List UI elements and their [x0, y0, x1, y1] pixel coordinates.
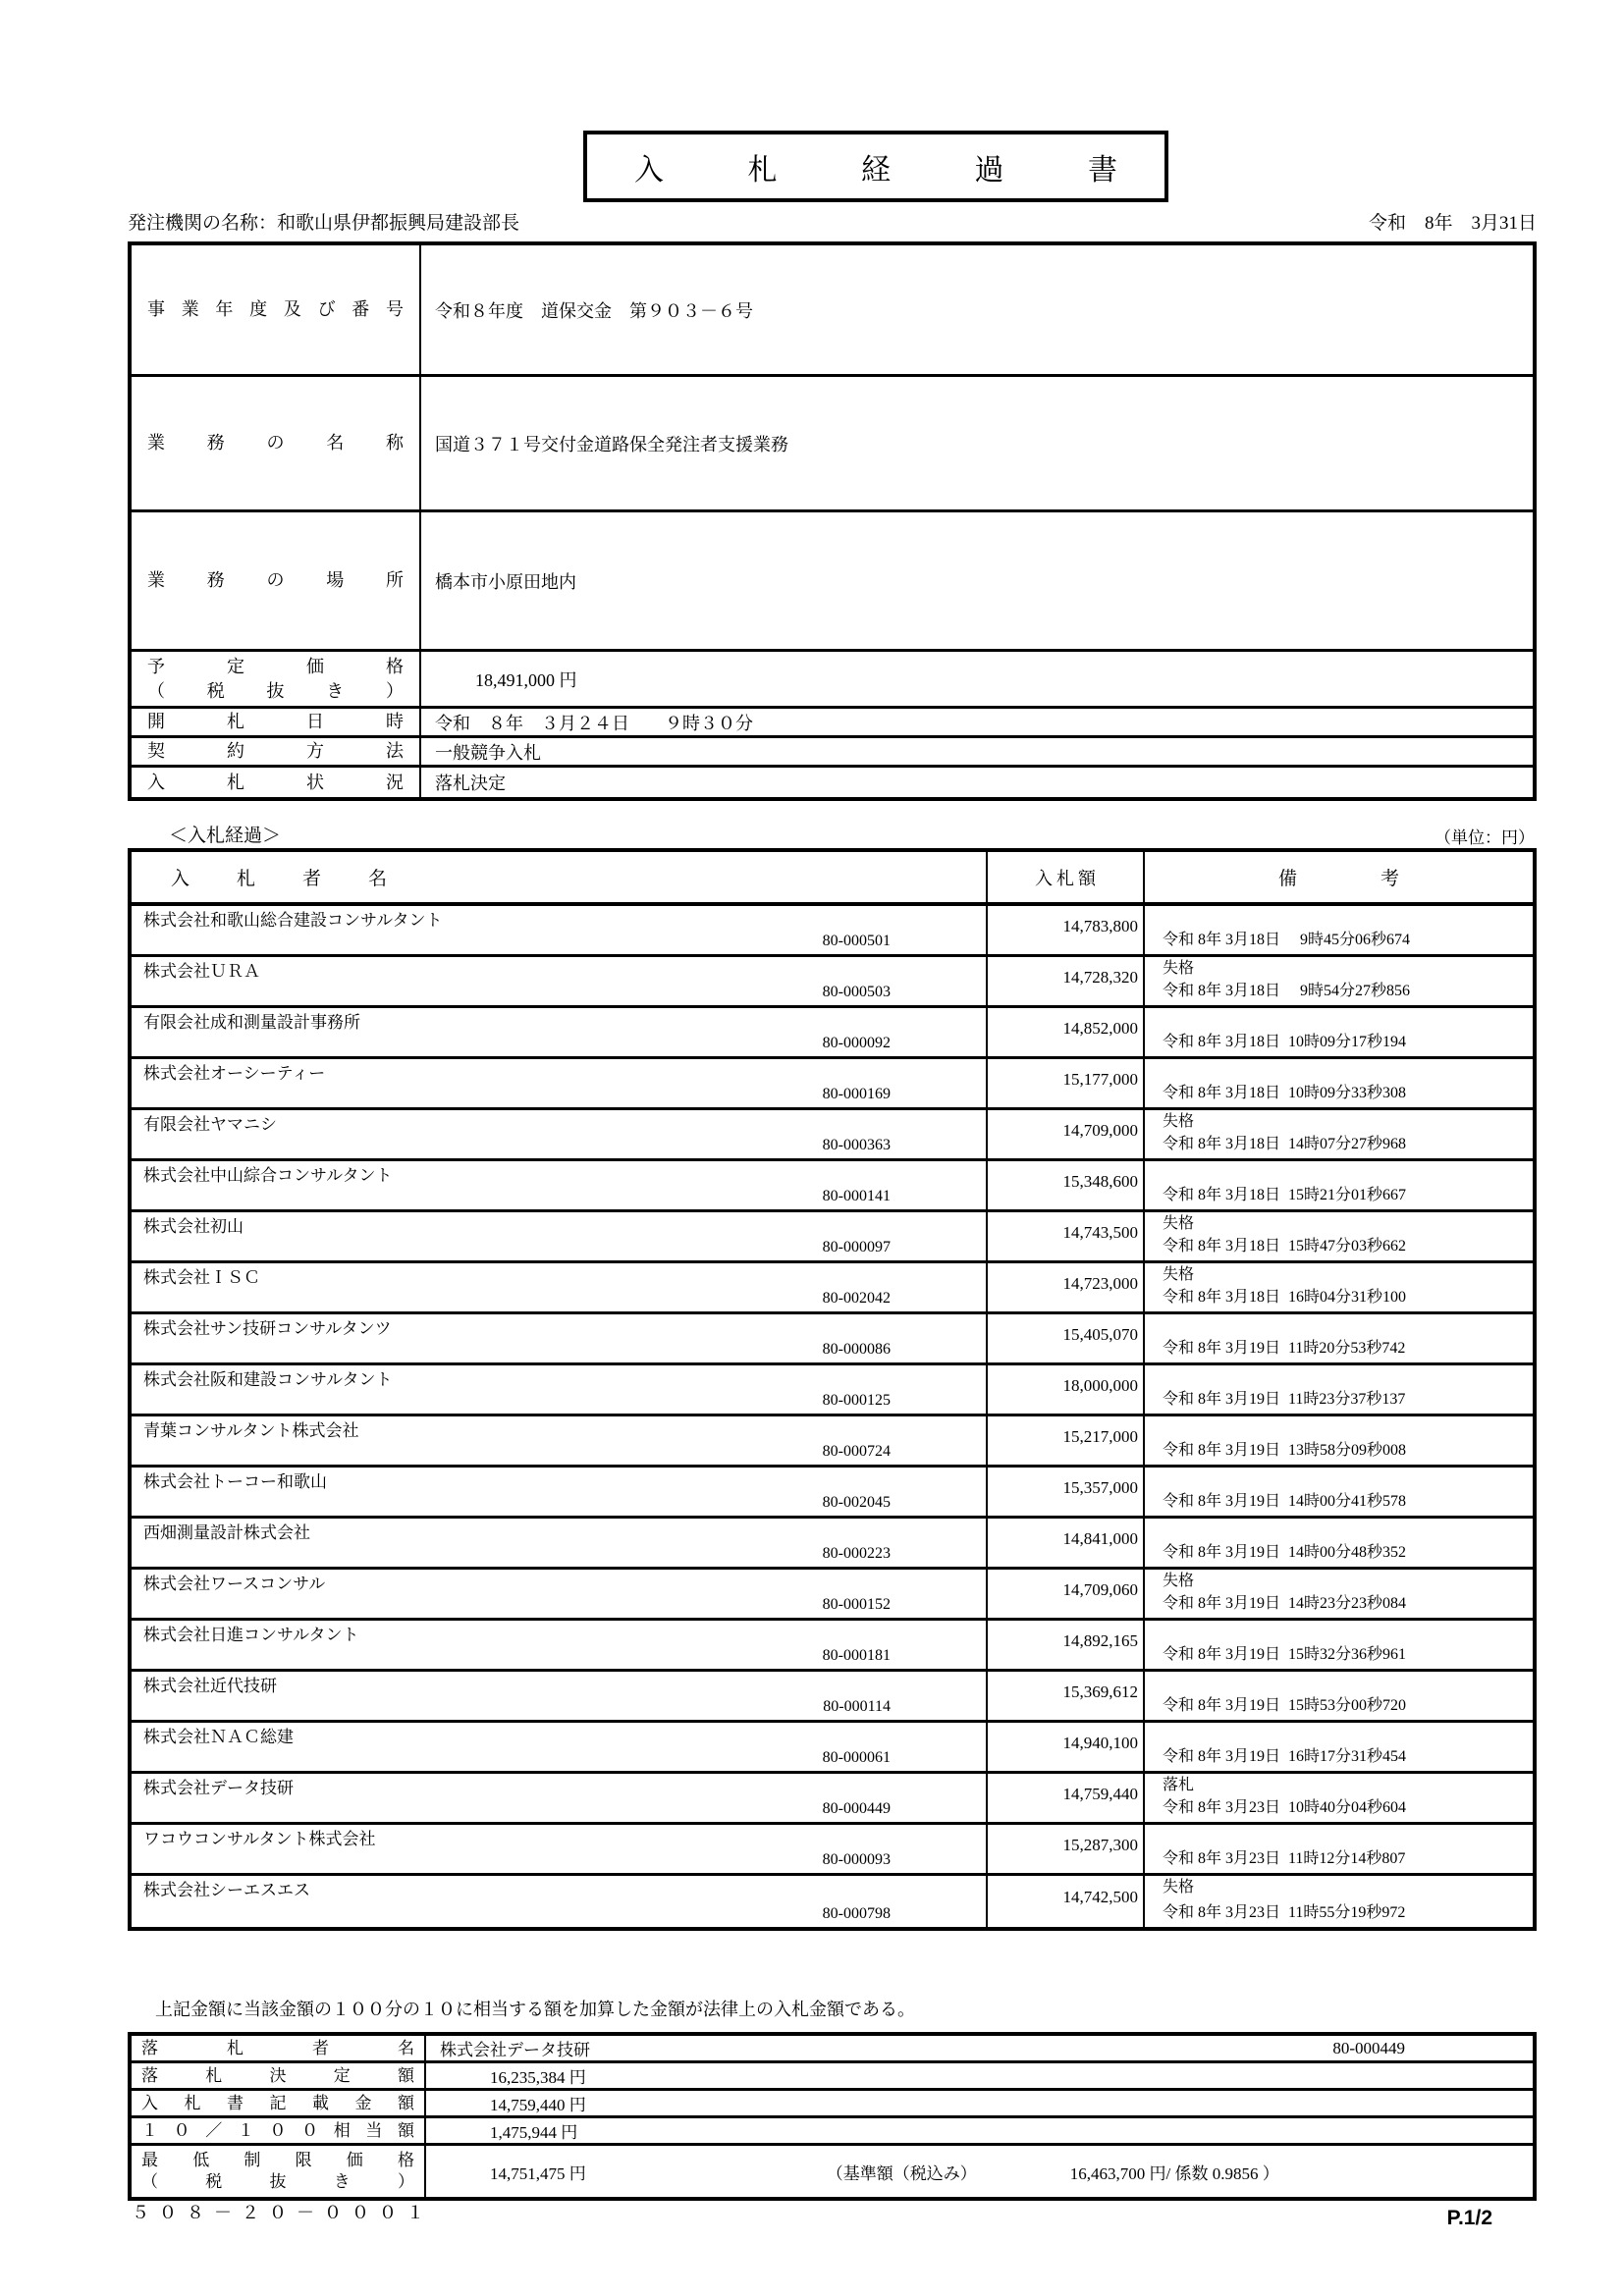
bid-amount: 14,940,100: [988, 1723, 1145, 1771]
bidder-cell: [132, 1672, 988, 1720]
bidder-cell: [132, 1876, 988, 1927]
bidder-name: ワコウコンサルタント株式会社: [143, 1830, 376, 1848]
bid-amount: 14,841,000: [988, 1519, 1145, 1567]
bidder-id: 80-000114: [823, 1698, 891, 1715]
bidder-cell: [132, 1110, 988, 1158]
bid-amount: 14,743,500: [988, 1212, 1145, 1260]
bid-remarks: [1145, 1110, 1533, 1158]
bid-amount: 15,217,000: [988, 1416, 1145, 1465]
bidder-cell: [132, 1263, 988, 1311]
bidder-cell: [132, 1825, 988, 1873]
project-row-value: 18,491,000 円: [475, 669, 577, 690]
bid-status: 失格: [1163, 1879, 1195, 1896]
award-bidder-id: 80-000449: [1332, 2038, 1405, 2057]
bid-datetime: 令和 8年 3月19日 14時00分48秒352: [1163, 1544, 1407, 1562]
project-row-value: 落札決定: [435, 774, 506, 793]
bid-status: [1163, 1062, 1533, 1080]
column-header-bid-amount: 入札額: [988, 852, 1145, 902]
bid-amount: 15,177,000: [988, 1059, 1145, 1107]
bid-amount: 15,369,612: [988, 1672, 1145, 1720]
bid-row: [132, 1161, 1533, 1212]
project-row-label: [132, 245, 421, 374]
bid-row: [132, 1008, 1533, 1059]
bidder-id: 80-000724: [822, 1443, 891, 1460]
project-row-label: [132, 738, 421, 765]
bid-status: 失格: [1163, 1113, 1195, 1130]
bidder-cell: [132, 1314, 988, 1362]
award-row-value: [426, 2091, 1533, 2115]
bid-amount: 15,348,600: [988, 1161, 1145, 1209]
bid-amount: 14,759,440: [988, 1774, 1145, 1822]
bid-table-body: [132, 906, 1533, 1927]
bidder-cell: [132, 1212, 988, 1260]
bidder-id: 80-000363: [822, 1137, 891, 1153]
bid-datetime: 令和 8年 3月19日 11時23分37秒137: [1163, 1391, 1406, 1409]
bidder-name: 株式会社オーシーティー: [143, 1064, 326, 1083]
bid-status: [1163, 1726, 1533, 1743]
bidder-id: 80-000169: [822, 1086, 891, 1102]
bid-table-header: [132, 852, 1533, 906]
bid-remarks: [1145, 1723, 1533, 1771]
bid-datetime: 令和 8年 3月19日 14時23分23秒084: [1163, 1595, 1407, 1613]
bid-remarks: [1145, 1825, 1533, 1873]
bid-row: [132, 1059, 1533, 1110]
page-indicator: P.1/2: [1446, 2207, 1492, 2229]
award-row: [132, 2091, 1533, 2118]
project-row-value: 橋本市小原田地内: [435, 571, 576, 592]
bid-row: [132, 1110, 1533, 1161]
bid-datetime: 令和 8年 3月18日 10時09分33秒308: [1163, 1085, 1407, 1102]
project-label-line: 入札状況: [147, 772, 404, 792]
bid-amount: 14,892,165: [988, 1621, 1145, 1669]
bidder-id: 80-002042: [822, 1290, 891, 1307]
bidder-cell: [132, 1723, 988, 1771]
bid-amount: 15,405,070: [988, 1314, 1145, 1362]
bid-remarks: [1145, 1621, 1533, 1669]
bid-datetime: 令和 8年 3月18日 14時07分27秒968: [1163, 1136, 1407, 1153]
bidder-name: 株式会社近代技研: [143, 1677, 277, 1695]
bid-amount: 14,783,800: [988, 906, 1145, 954]
column-header-bidder-name: 入札者名: [132, 852, 988, 902]
award-row: [132, 2146, 1533, 2197]
bidder-id: 80-000093: [822, 1851, 891, 1868]
bid-amount: 18,000,000: [988, 1365, 1145, 1414]
bid-table: [128, 848, 1537, 1931]
award-label-line: 最低制限価格: [141, 2151, 414, 2169]
document-title-box: [583, 131, 1168, 202]
bidder-name: 株式会社サン技研コンサルタンツ: [143, 1319, 392, 1338]
award-row-label: [132, 2091, 426, 2115]
award-basis-label: （基準額（税込み）: [826, 2163, 977, 2183]
bid-row: [132, 1365, 1533, 1416]
bid-amount: 15,287,300: [988, 1825, 1145, 1873]
award-label-line: （税抜き）: [141, 2172, 414, 2191]
award-row-label: [132, 2063, 426, 2088]
bid-status: [1163, 909, 1533, 927]
award-row-value: [426, 2063, 1533, 2088]
bid-remarks: [1145, 1570, 1533, 1618]
award-value-text: 株式会社データ技研: [440, 2041, 590, 2059]
project-row-label: [132, 652, 421, 706]
award-row-label: [132, 2036, 426, 2060]
bidder-name: 株式会社シーエスエス: [143, 1881, 310, 1899]
award-label-line: 落札決定額: [141, 2065, 414, 2085]
bid-amount: 14,852,000: [988, 1008, 1145, 1056]
bid-remarks: [1145, 957, 1533, 1005]
bid-status: [1163, 1164, 1533, 1182]
award-basis-value: 16,463,700 円/ 係数 0.9856 ）: [1069, 2163, 1279, 2183]
bid-row: [132, 1263, 1533, 1314]
bid-row: [132, 1314, 1533, 1365]
award-summary-table: [128, 2032, 1537, 2201]
bidder-cell: [132, 1468, 988, 1516]
bidder-id: 80-000798: [822, 1905, 891, 1922]
bid-section-heading: ＜入札経過＞: [169, 826, 282, 846]
bid-row: [132, 1212, 1533, 1263]
project-row: [132, 738, 1533, 768]
project-row-value: 令和８年度 道保交金 第９０３－６号: [435, 300, 753, 321]
bid-status: [1163, 1828, 1533, 1845]
bid-amount: 14,709,000: [988, 1110, 1145, 1158]
bid-amount: 14,742,500: [988, 1876, 1145, 1927]
project-label-line: （税抜き）: [147, 680, 404, 701]
award-row-label: [132, 2146, 426, 2197]
bid-datetime: 令和 8年 3月18日 10時09分17秒194: [1163, 1034, 1407, 1051]
award-value-text: 14,751,475 円: [490, 2163, 586, 2183]
award-row: [132, 2118, 1533, 2146]
agency-name: 発注機関の名称：和歌山県伊都振興局建設部長: [128, 213, 520, 234]
project-label-line: 予定価格: [147, 656, 404, 676]
bid-row: [132, 1416, 1533, 1468]
bid-status: [1163, 1368, 1533, 1386]
bid-status: [1163, 1522, 1533, 1539]
bid-row: [132, 906, 1533, 957]
bid-datetime: 令和 8年 3月19日 15時53分00秒720: [1163, 1697, 1407, 1715]
bidder-name: 西畑測量設計株式会社: [143, 1523, 310, 1542]
bidder-id: 80-000141: [822, 1188, 891, 1204]
bid-row: [132, 1723, 1533, 1774]
bidder-id: 80-000503: [822, 984, 891, 1000]
bid-remarks: [1145, 1314, 1533, 1362]
bidder-cell: [132, 1059, 988, 1107]
bid-remarks: [1145, 1672, 1533, 1720]
bidder-id: 80-000223: [822, 1545, 891, 1562]
bidder-id: 80-000125: [822, 1392, 891, 1409]
bidder-name: 株式会社ＵＲＡ: [143, 962, 260, 981]
bidder-cell: [132, 1519, 988, 1567]
bid-datetime: 令和 8年 3月19日 11時20分53秒742: [1163, 1340, 1406, 1358]
bid-datetime: 令和 8年 3月18日 15時47分03秒662: [1163, 1238, 1407, 1255]
unit-label: （単位：円）: [1435, 828, 1535, 847]
bid-status: [1163, 1470, 1533, 1488]
bid-status: 失格: [1163, 960, 1195, 977]
bid-amount: 14,709,060: [988, 1570, 1145, 1618]
bid-remarks: [1145, 1774, 1533, 1822]
project-row: [132, 245, 1533, 377]
project-label-line: 事業年度及び番号: [147, 299, 404, 319]
bidder-cell: [132, 1008, 988, 1056]
bidder-id: 80-000086: [822, 1341, 891, 1358]
bidder-name: 有限会社ヤマニシ: [143, 1115, 277, 1134]
project-label-line: 業務の場所: [147, 570, 404, 590]
bid-datetime: 令和 8年 3月23日 10時40分04秒604: [1163, 1799, 1407, 1817]
project-row: [132, 652, 1533, 709]
project-row-value: 一般競争入札: [435, 742, 541, 763]
bid-status: 失格: [1163, 1215, 1195, 1232]
award-label-line: １０／１００相当額: [141, 2120, 414, 2140]
bid-datetime: 令和 8年 3月19日 16時17分31秒454: [1163, 1748, 1407, 1766]
bid-status: 落札: [1163, 1777, 1195, 1793]
project-info-table: [128, 241, 1537, 801]
bid-datetime: 令和 8年 3月18日 9時45分06秒674: [1163, 932, 1411, 949]
column-header-remarks: 備考: [1277, 869, 1483, 889]
project-row: [132, 512, 1533, 652]
legal-note: 上記金額に当該金額の１００分の１０に相当する額を加算した金額が法律上の入札金額である。: [155, 2000, 915, 2019]
award-row-label: [132, 2118, 426, 2143]
bidder-id: 80-000181: [822, 1647, 891, 1664]
issue-date: 令和 8年 3月31日: [1368, 213, 1537, 234]
bidder-name: 株式会社ＮＡＣ総建: [143, 1728, 294, 1746]
bidder-id: 80-000092: [822, 1035, 891, 1051]
bidder-name: 株式会社データ技研: [143, 1779, 294, 1797]
bid-row: [132, 1621, 1533, 1672]
bidder-cell: [132, 1570, 988, 1618]
bid-amount: 15,357,000: [988, 1468, 1145, 1516]
bid-row: [132, 1468, 1533, 1519]
award-row-value: [426, 2146, 1533, 2197]
project-label-line: 開札日時: [147, 712, 404, 731]
award-value-text: 16,235,384 円: [490, 2068, 586, 2087]
bidder-name: 有限会社成和測量設計事務所: [143, 1013, 360, 1032]
bid-remarks: [1145, 1008, 1533, 1056]
award-row-value: [426, 2036, 1533, 2060]
bid-status: [1163, 1317, 1533, 1335]
project-row: [132, 768, 1533, 797]
page-title: 入札経過書: [634, 153, 1117, 187]
bidder-id: 80-000097: [822, 1239, 891, 1255]
award-label-line: 落札者名: [141, 2038, 414, 2057]
bid-row: [132, 1876, 1533, 1927]
bid-status: [1163, 1624, 1533, 1641]
bid-remarks: [1145, 1468, 1533, 1516]
bid-status: [1163, 1675, 1533, 1692]
bidder-cell: [132, 1416, 988, 1465]
bidder-cell: [132, 1161, 988, 1209]
project-row: [132, 709, 1533, 738]
bid-row: [132, 1672, 1533, 1723]
bidder-cell: [132, 906, 988, 954]
bid-remarks: [1145, 1519, 1533, 1567]
bid-remarks: [1145, 1059, 1533, 1107]
bid-status: 失格: [1163, 1573, 1195, 1589]
bid-datetime: 令和 8年 3月19日 15時32分36秒961: [1163, 1646, 1407, 1664]
bid-remarks: [1145, 1876, 1533, 1927]
bid-row: [132, 957, 1533, 1008]
bid-status: [1163, 1419, 1533, 1437]
bid-status: [1163, 1011, 1533, 1029]
bid-status: 失格: [1163, 1266, 1195, 1283]
bidder-name: 株式会社ワースコンサル: [143, 1575, 326, 1593]
award-row: [132, 2036, 1533, 2063]
bid-datetime: 令和 8年 3月23日 11時12分14秒807: [1163, 1850, 1406, 1868]
bid-remarks: [1145, 1212, 1533, 1260]
bidder-name: 株式会社ＩＳＣ: [143, 1268, 260, 1287]
bidder-name: 株式会社初山: [143, 1217, 244, 1236]
bidder-name: 株式会社中山綜合コンサルタント: [143, 1166, 393, 1185]
project-row-value: 国道３７１号交付金道路保全発注者支援業務: [435, 434, 788, 454]
document-number: ５０８－２０－０００１: [132, 2203, 434, 2222]
bid-datetime: 令和 8年 3月18日 16時04分31秒100: [1163, 1289, 1407, 1307]
bid-datetime: 令和 8年 3月19日 13時58分09秒008: [1163, 1442, 1407, 1460]
bid-datetime: 令和 8年 3月19日 14時00分41秒578: [1163, 1493, 1407, 1511]
bid-row: [132, 1570, 1533, 1621]
bid-row: [132, 1825, 1533, 1876]
project-label-line: 業務の名称: [147, 433, 404, 453]
bidder-cell: [132, 1774, 988, 1822]
bid-amount: 14,723,000: [988, 1263, 1145, 1311]
bidder-id: 80-000152: [822, 1596, 891, 1613]
project-row-value: 令和 ８年 ３月２４日 ９時３０分: [435, 713, 753, 733]
project-row-label: [132, 768, 421, 797]
bid-amount: 14,728,320: [988, 957, 1145, 1005]
award-row-value: [426, 2118, 1533, 2143]
project-row: [132, 377, 1533, 512]
bid-datetime: 令和 8年 3月18日 9時54分27秒856: [1163, 983, 1411, 1000]
bidder-name: 株式会社日進コンサルタント: [143, 1626, 359, 1644]
bidder-id: 80-000061: [822, 1749, 891, 1766]
bid-row: [132, 1774, 1533, 1825]
bid-datetime: 令和 8年 3月23日 11時55分19秒972: [1163, 1904, 1406, 1922]
project-row-label: [132, 377, 421, 509]
bid-remarks: [1145, 906, 1533, 954]
bidder-name: 株式会社和歌山総合建設コンサルタント: [143, 911, 443, 930]
bidder-name: 青葉コンサルタント株式会社: [143, 1421, 359, 1440]
project-label-line: 契約方法: [147, 741, 404, 761]
bidder-cell: [132, 1621, 988, 1669]
award-label-line: 入札書記載金額: [141, 2093, 414, 2112]
bidder-id: 80-000501: [822, 933, 891, 949]
award-value-text: 14,759,440 円: [490, 2096, 586, 2114]
bid-remarks: [1145, 1161, 1533, 1209]
bidder-id: 80-002045: [822, 1494, 891, 1511]
bid-remarks: [1145, 1263, 1533, 1311]
bid-row: [132, 1519, 1533, 1570]
bidder-name: 株式会社阪和建設コンサルタント: [143, 1370, 393, 1389]
bidder-cell: [132, 1365, 988, 1414]
bidder-id: 80-000449: [822, 1800, 891, 1817]
award-value-text: 1,475,944 円: [490, 2123, 578, 2142]
project-row-label: [132, 709, 421, 735]
award-row: [132, 2063, 1533, 2091]
project-row-label: [132, 512, 421, 649]
bid-datetime: 令和 8年 3月18日 15時21分01秒667: [1163, 1187, 1407, 1204]
bid-remarks: [1145, 1365, 1533, 1414]
bidder-cell: [132, 957, 988, 1005]
bidder-name: 株式会社トーコー和歌山: [143, 1472, 327, 1491]
bid-remarks: [1145, 1416, 1533, 1465]
